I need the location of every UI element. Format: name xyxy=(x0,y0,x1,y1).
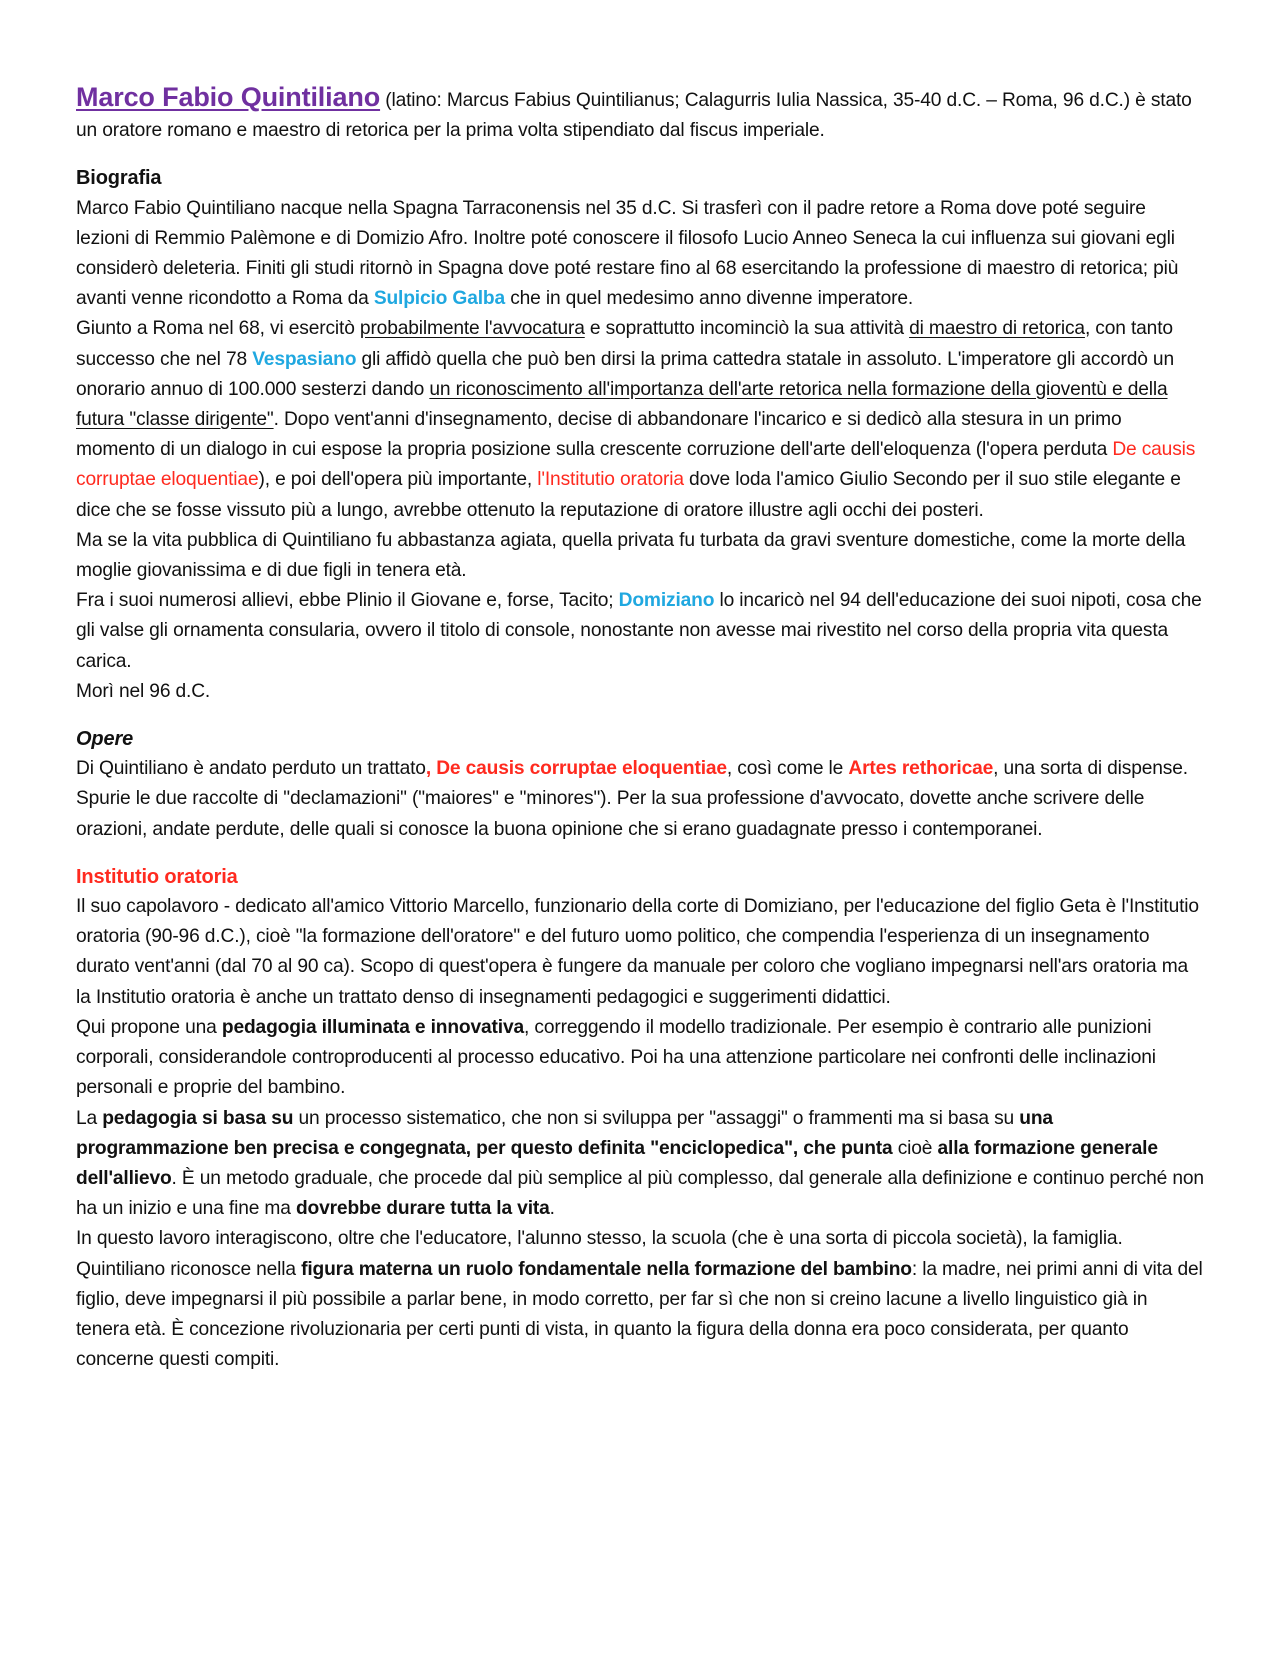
text-run: che in quel medesimo anno divenne imperatore. xyxy=(505,288,914,310)
red-bold-artes: Artes rethoricae xyxy=(848,758,994,780)
bold-text: una programmazione ben precisa e congegnata, per questo definita "enciclopedica", che punta xyxy=(76,1107,1053,1159)
text-run: lo incaricò nel 94 dell'educazione dei suoi nipoti, cosa che gli valse gli ornamenta consularia, ovvero il titolo di console, nonostante non avesse mai rivestito nel corso della propria vita questa carica. xyxy=(76,590,1202,672)
biografia-paragraph-4 xyxy=(76,586,1204,677)
underlined-text: un riconoscimento all'importanza dell'arte retorica nella formazione della gioventù e della futura "classe dirigente" xyxy=(76,378,1168,431)
institutio-section xyxy=(76,862,1204,1375)
bold-text: dovrebbe durare tutta la vita xyxy=(295,1198,550,1220)
text-run: Fra i suoi numerosi allievi, ebbe Plinio il Giovane e, forse, Tacito; xyxy=(76,590,619,612)
text-run: , così come le xyxy=(726,758,849,780)
text-run: ), e poi dell'opera più importante, xyxy=(258,469,538,491)
biografia-paragraph-3: Ma se la vita pubblica di Quintiliano fu abbastanza agiata, quella privata fu turbata da gravi sventure domestiche, come la morte della moglie giovanissima e di due figli in tenera età. xyxy=(76,529,1186,582)
institutio-paragraph-1: Il suo capolavoro - dedicato all'amico Vittorio Marcello, funzionario della corte di Domiziano, per l'educazione del figlio Geta è l'Institutio oratoria (90-96 d.C.), cioè "la formazione dell'oratore" e del futuro uomo politico, che compendia l'esperienza di un insegnamento durato vent'anni (dal 70 al 90 ca). Scopo di quest'opera è fungere da manuale per coloro che vogliano impegnarsi nell'ars oratoria ma la Institutio oratoria è anche un trattato denso di insegnamenti pedagogici e suggerimenti didattici. xyxy=(76,896,1199,1008)
opere-paragraph xyxy=(76,754,1204,845)
red-bold-de-causis: , De causis corruptae eloquentiae xyxy=(425,758,727,780)
biografia-paragraph-5: Morì nel 96 d.C. xyxy=(76,680,211,702)
bold-text: alla formazione generale dell'allievo xyxy=(76,1137,1158,1189)
link-domiziano[interactable]: Domiziano xyxy=(618,590,715,612)
red-text-institutio: l'Institutio oratoria xyxy=(537,469,684,491)
text-run: . xyxy=(549,1198,555,1220)
biografia-heading: Biografia xyxy=(76,167,162,190)
link-vespasiano[interactable]: Vespasiano xyxy=(252,348,357,370)
biografia-section xyxy=(76,163,1204,707)
intro-paragraph xyxy=(76,82,1204,146)
bold-text: figura materna un ruolo fondamentale nella formazione del bambino xyxy=(301,1258,912,1280)
biografia-paragraph-2 xyxy=(76,314,1204,525)
text-run: , correggendo il modello tradizionale. Per esempio è contrario alle punizioni corporali, considerandole controproducenti al processo educativo. Poi ha una attenzione particolare nei confronti delle inclinazioni personali e proprie del bambino. xyxy=(76,1016,1156,1099)
text-run: e soprattutto incominciò la sua attività xyxy=(584,318,910,340)
bold-text: pedagogia si basa su xyxy=(102,1107,294,1129)
intro-text: (latino: Marcus Fabius Quintilianus; Calagurris Iulia Nassica, 35-40 d.C. – Roma, 96 d.C.) è stato un oratore romano e maestro di retorica per la prima volta stipendiato dal fiscus imperiale. xyxy=(76,90,1192,142)
text-run: Di Quintiliano è andato perduto un trattato xyxy=(76,758,426,780)
text-run: . Dopo vent'anni d'insegnamento, decise di abbandonare l'incarico e si dedicò alla stesura in un primo momento di un dialogo in cui espose la propria posizione sulla crescente corruzione dell'arte dell'eloquenza (l'opera perduta xyxy=(76,409,1122,461)
institutio-paragraph-2 xyxy=(76,1013,1204,1104)
text-run: : la madre, nei primi anni di vita del figlio, deve impegnarsi il più possibile a parlar bene, in modo corretto, per far sì che non si creino lacune a livello linguistico già in tenera età. È concezione rivoluzionaria per certi punti di vista, in quanto la figura della donna era poco considerata, per quanto concerne questi compiti. xyxy=(76,1258,1203,1371)
red-text-de-causis: De causis corruptae eloquentiae xyxy=(76,439,1196,491)
text-run: In questo lavoro interagiscono, oltre che l'educatore, l'alunno stesso, la scuola (che è una sorta di piccola società), la famiglia. Quintiliano riconosce nella xyxy=(76,1228,1123,1280)
text-run: Qui propone una xyxy=(76,1016,222,1038)
text-run: cioè xyxy=(892,1137,938,1159)
underlined-text: probabilmente l'avvocatura xyxy=(359,318,585,340)
title-link[interactable]: Marco Fabio Quintiliano xyxy=(76,82,381,112)
text-run: dove loda l'amico Giulio Secondo per il suo stile elegante e dice che se fosse vissuto più a lungo, avrebbe ottenuto la reputazione di oratore illustre agli occhi dei posteri. xyxy=(76,469,1181,521)
document-page xyxy=(76,82,1204,1375)
institutio-paragraph-3 xyxy=(76,1104,1204,1225)
bold-text: pedagogia illuminata e innovativa xyxy=(221,1016,525,1038)
opere-section xyxy=(76,724,1204,845)
text-run: . È un metodo graduale, che procede dal più semplice al più complesso, dal generale alla definizione e continuo perché non ha un inizio e una fine ma xyxy=(76,1167,1204,1220)
institutio-paragraph-4 xyxy=(76,1224,1204,1375)
text-run: , con tanto successo che nel 78 xyxy=(76,318,1173,370)
text-run: un processo sistematico, che non si sviluppa per "assaggi" o frammenti ma si basa su xyxy=(293,1107,1020,1129)
biografia-paragraph-1 xyxy=(76,194,1204,315)
opere-heading: Opere xyxy=(76,728,134,751)
text-run: La xyxy=(76,1107,103,1129)
underlined-text: di maestro di retorica xyxy=(909,318,1085,340)
text-run: Giunto a Roma nel 68, vi esercitò xyxy=(76,318,360,340)
text-run: , una sorta di dispense. Spurie le due raccolte di "declamazioni" ("maiores" e "minores"). Per la sua professione d'avvocato, dovette anche scrivere delle orazioni, andate perdute, delle quali si conosce la buona opinione che si erano guadagnate presso i contemporanei. xyxy=(76,758,1188,840)
text-run: Marco Fabio Quintiliano nacque nella Spagna Tarraconensis nel 35 d.C. Si trasferì con il padre retore a Roma dove poté seguire lezioni di Remmio Palèmone e di Domizio Afro. Inoltre poté conoscere il filosofo Lucio Anneo Seneca la cui influenza sui giovani egli considerò deleteria. Finiti gli studi ritornò in Spagna dove poté restare fino al 68 esercitando la professione di maestro di retorica; più avanti venne ricondotto a Roma da xyxy=(76,197,1179,310)
text-run: gli affidò quella che può ben dirsi la prima cattedra statale in assoluto. L'imperatore gli accordò un onorario annuo di 100.000 sesterzi dando xyxy=(76,348,1174,400)
link-sulpicio-galba[interactable]: Sulpicio Galba xyxy=(373,288,506,310)
institutio-heading: Institutio oratoria xyxy=(76,865,238,888)
